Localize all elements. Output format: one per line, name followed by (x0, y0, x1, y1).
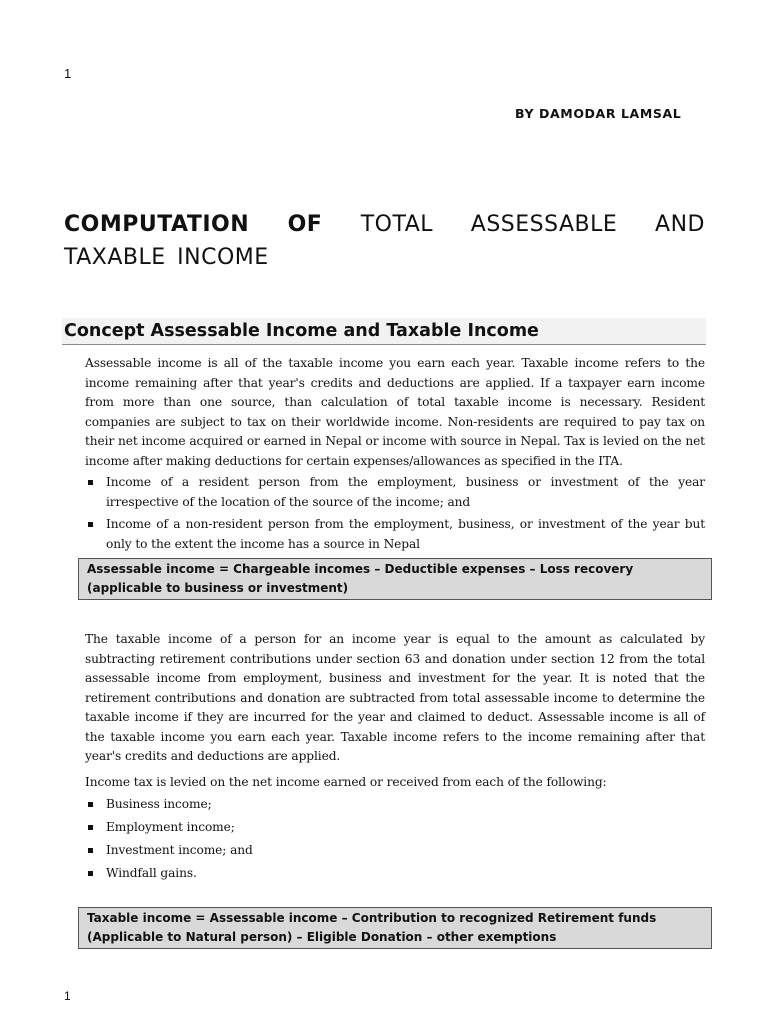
page-number-bottom: 1 (64, 989, 71, 1003)
assessable-income-formula: Assessable income = Chargeable incomes – Deductible expenses – Loss recovery (applicable to business or investment) (78, 558, 712, 600)
section-heading: Concept Assessable Income and Taxable Income (62, 318, 706, 345)
title-part-1: COMPUTATION OF (64, 212, 323, 237)
paragraph-taxable-income: The taxable income of a person for an income year is equal to the amount as calculated by subtracting retirement contributions under section 63 and donation under section 12 from the total assessable income from employment, business and investment for the year. It is noted that the retirement contributions and donation are subtracted from total assessable income to determine the taxable income if they are incurred for the year and claimed to deduct. Assessable income is all of the taxable income you earn each year. Taxable income refers to the income remaining after that year's credits and deductions are applied. (85, 632, 705, 763)
author-byline: BY DAMODAR LAMSAL (515, 106, 682, 121)
list-item: Income of a resident person from the employment, business or investment of the year irrespective of the location of the source of the income; and (85, 473, 705, 512)
list-item: Employment income; (85, 818, 705, 838)
paragraph-income-tax-levy: Income tax is levied on the net income earned or received from each of the following: (85, 775, 607, 789)
income-type-list (85, 795, 705, 884)
list-item: Business income; (85, 795, 705, 815)
title-part-2: TOTAL ASSESSABLE AND TAXABLE INCOME (64, 212, 705, 270)
list-item: Windfall gains. (85, 864, 705, 884)
document-title (64, 208, 705, 274)
paragraph-assessable-income: Assessable income is all of the taxable income you earn each year. Taxable income refers to the income remaining after that year's credits and deductions are applied. If a taxpayer earn income from more than one source, than calculation of total taxable income is necessary. Resident companies are subject to tax on their worldwide income. Non-residents are required to pay tax on their net income acquired or earned in Nepal or income with source in Nepal. Tax is levied on the net income after making deductions for certain expenses/allowances as specified in the ITA. (85, 356, 705, 468)
list-item: Investment income; and (85, 841, 705, 861)
list-item: Income of a non-resident person from the employment, business, or investment of the year but only to the extent the income has a source in Nepal (85, 515, 705, 554)
page-number-top: 1 (64, 66, 72, 81)
taxable-income-formula: Taxable income = Assessable income – Contribution to recognized Retirement funds (Applicable to Natural person) – Eligible Donation – other exemptions (78, 907, 712, 949)
income-source-list (85, 473, 705, 554)
